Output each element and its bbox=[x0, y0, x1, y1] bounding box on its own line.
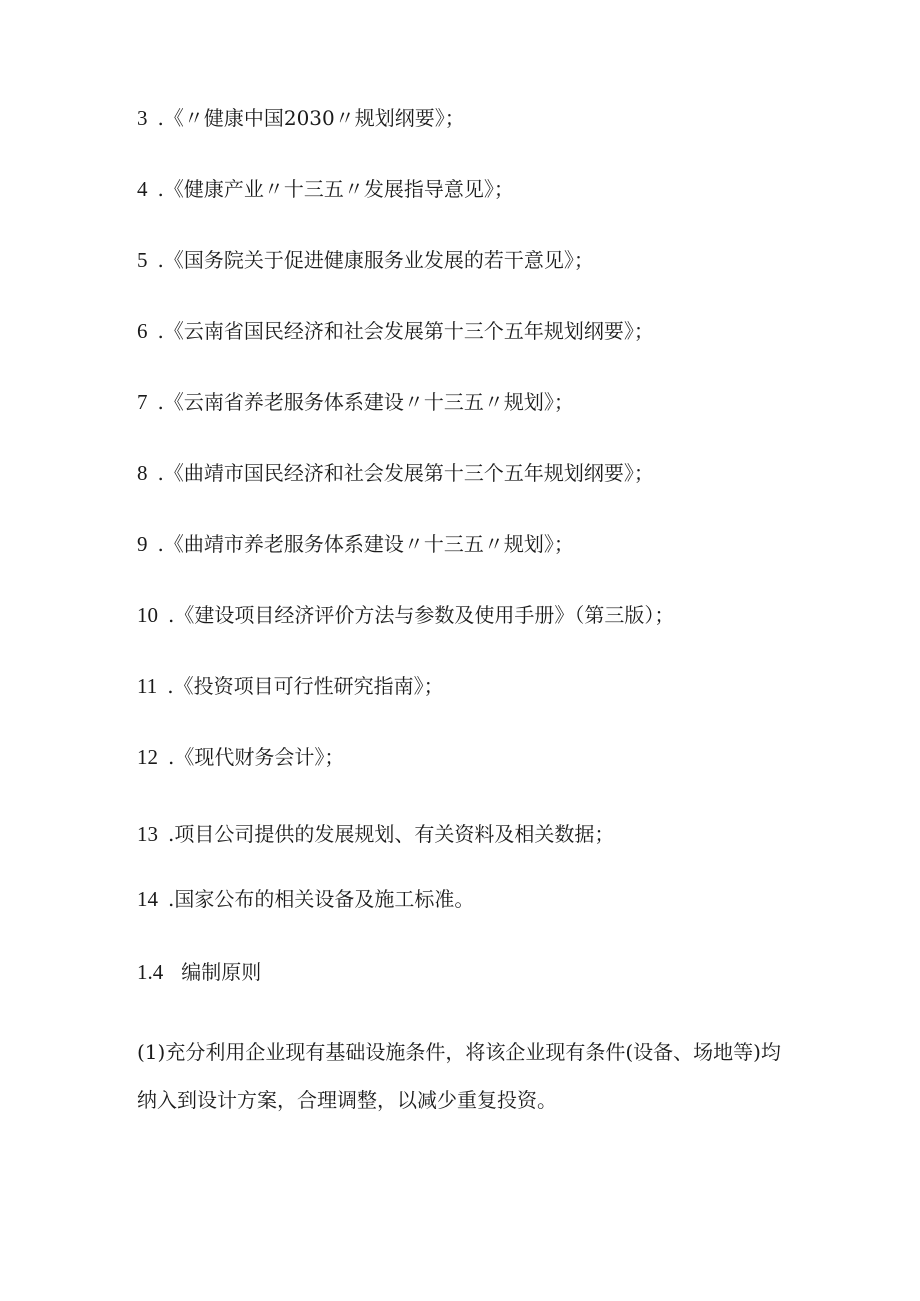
paragraph-line-1: (1)充分利用企业现有基础设施条件，将该企业现有条件(设备、场地等)均 bbox=[137, 1040, 781, 1064]
reference-item-13 bbox=[137, 820, 614, 848]
reference-text: .《健康产业〃十三五〃发展指导意见》； bbox=[157, 177, 514, 201]
reference-number: 6 bbox=[137, 319, 148, 343]
reference-number: 13 bbox=[137, 822, 158, 846]
reference-item-8 bbox=[137, 459, 654, 487]
section-number: 1.4 bbox=[137, 960, 164, 984]
reference-text: .《建设项目经济评价方法与参数及使用手册》（第三版）； bbox=[168, 603, 675, 627]
reference-text: .《国务院关于促进健康服务业发展的若干意见》； bbox=[157, 248, 594, 272]
reference-text: .《现代财务会计》； bbox=[168, 745, 345, 769]
reference-item-11 bbox=[137, 672, 444, 700]
section-title: 编制原则 bbox=[181, 960, 262, 984]
reference-text: .《曲靖市国民经济和社会发展第十三个五年规划纲要》； bbox=[157, 461, 654, 485]
section-heading bbox=[137, 958, 261, 986]
reference-number: 14 bbox=[137, 887, 158, 911]
reference-item-12 bbox=[137, 743, 344, 771]
reference-item-5 bbox=[137, 246, 594, 274]
reference-number: 10 bbox=[137, 603, 158, 627]
reference-item-7 bbox=[137, 388, 574, 416]
reference-text: .《投资项目可行性研究指南》； bbox=[167, 674, 444, 698]
reference-number: 5 bbox=[137, 248, 148, 272]
reference-item-14 bbox=[137, 885, 474, 913]
reference-number: 4 bbox=[137, 177, 148, 201]
reference-text: .《云南省国民经济和社会发展第十三个五年规划纲要》； bbox=[157, 319, 654, 343]
reference-item-4 bbox=[137, 175, 514, 203]
reference-item-6 bbox=[137, 317, 654, 345]
reference-text: .《曲靖市养老服务体系建设〃十三五〃规划》； bbox=[157, 532, 574, 556]
reference-number: 7 bbox=[137, 390, 148, 414]
reference-number: 9 bbox=[137, 532, 148, 556]
body-paragraph bbox=[137, 1028, 797, 1124]
reference-text: .《云南省养老服务体系建设〃十三五〃规划》； bbox=[157, 390, 574, 414]
reference-item-9 bbox=[137, 530, 574, 558]
reference-text: .国家公布的相关设备及施工标准。 bbox=[168, 887, 475, 911]
reference-number: 11 bbox=[137, 674, 158, 698]
reference-text: .项目公司提供的发展规划、有关资料及相关数据； bbox=[168, 822, 615, 846]
reference-item-10 bbox=[137, 601, 674, 629]
reference-number: 8 bbox=[137, 461, 148, 485]
reference-number: 3 bbox=[137, 106, 148, 130]
reference-item-3 bbox=[137, 104, 465, 132]
paragraph-line-2: 纳入到设计方案，合理调整，以减少重复投资。 bbox=[137, 1088, 557, 1112]
reference-number: 12 bbox=[137, 745, 158, 769]
reference-text: .《〃健康中国2030〃规划纲要》； bbox=[157, 106, 465, 130]
